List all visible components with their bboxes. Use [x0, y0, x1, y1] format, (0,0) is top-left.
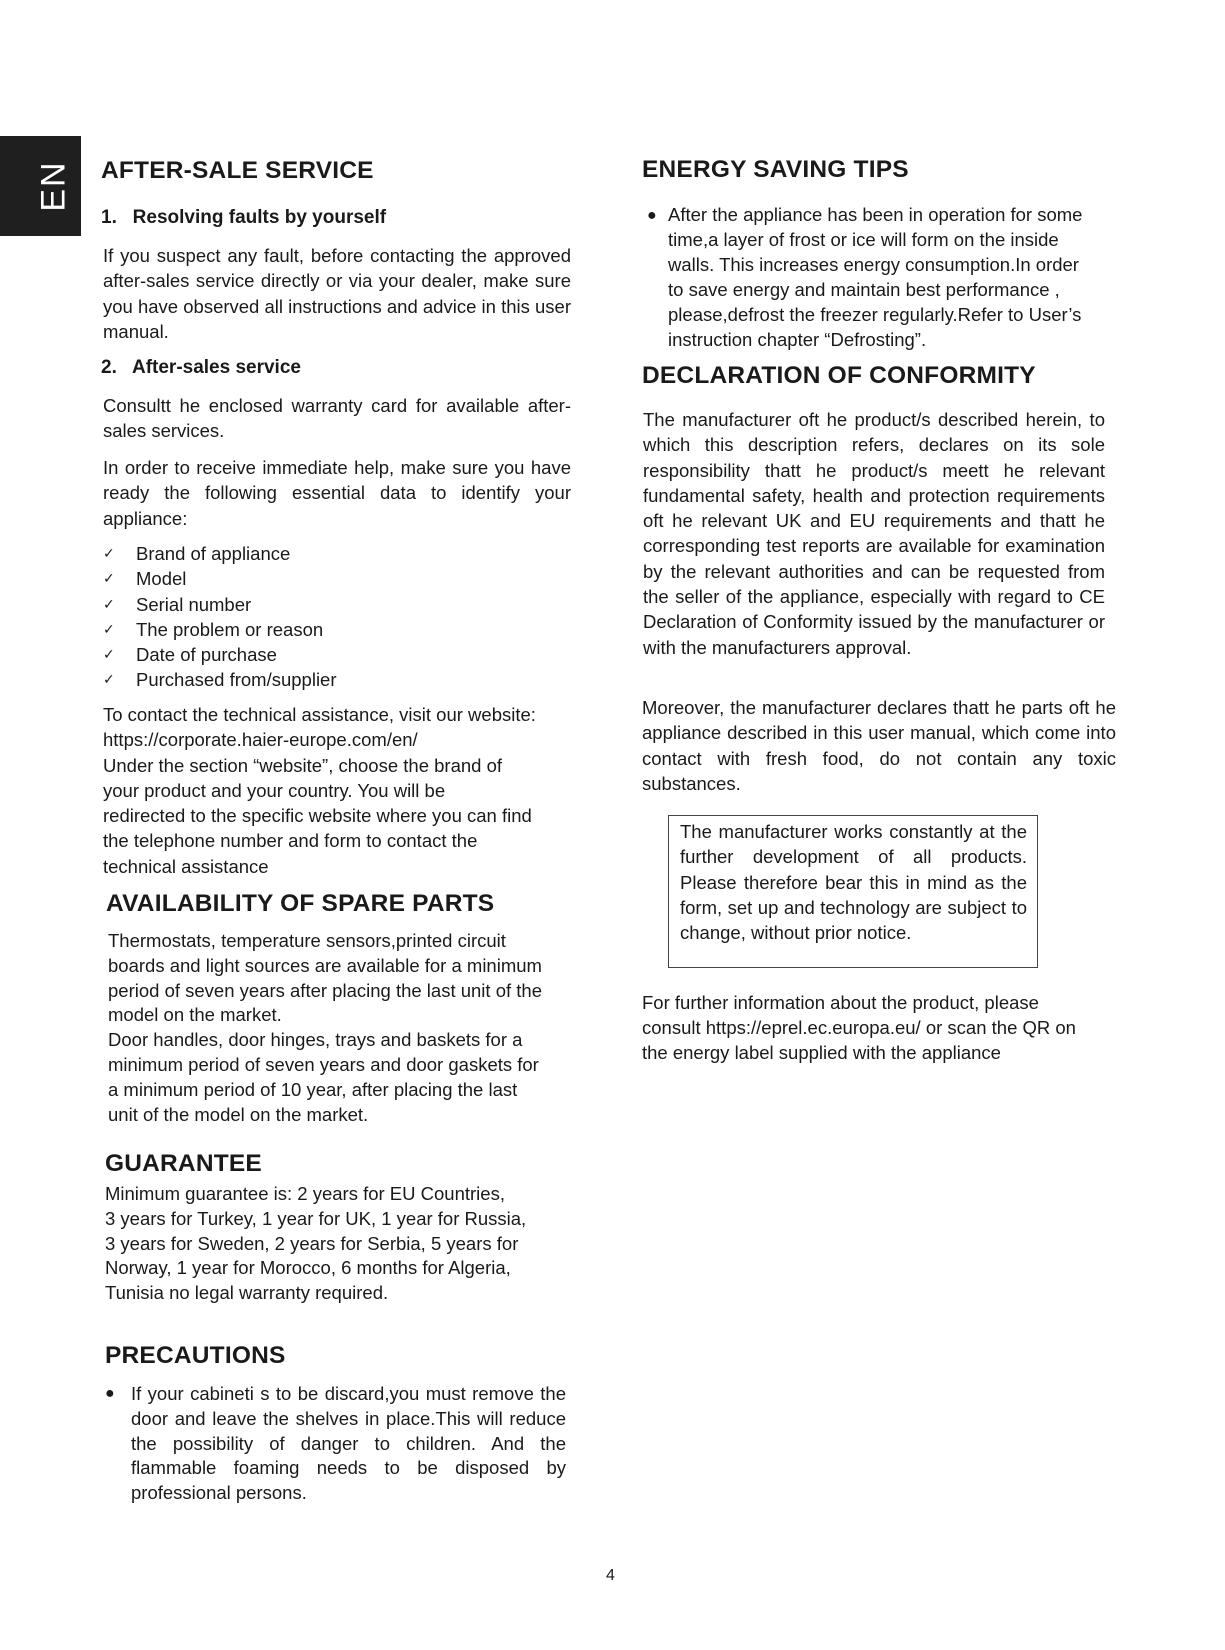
- resolving-faults-heading: 1. Resolving faults by yourself: [101, 207, 387, 228]
- food-contact-text: Moreover, the manufacturer declares thatt he parts oft he appliance described in this user manual, which come into contact with fresh food, do not contain any toxic substances.: [642, 697, 1116, 794]
- technical-assistance-text: To contact the technical assistance, visit our website: https://corporate.haier-europe.com/en/ Under the section “website”, choose the brand of your product and your country. You will be redirected to the specific website where you can find the telephone number and form to contact the technical assistance: [103, 704, 536, 877]
- after-sales-heading: 2. After-sales service: [101, 357, 301, 378]
- language-tab-label: EN: [34, 160, 73, 212]
- precautions-title: PRECAUTIONS: [105, 1342, 286, 1369]
- notice-box: [668, 815, 1038, 968]
- appliance-data-checklist: [103, 541, 563, 693]
- page-number: 4: [606, 1567, 615, 1584]
- conformity-title: DECLARATION OF CONFORMITY: [642, 362, 1036, 389]
- checkmark-icon: ✓: [103, 595, 115, 612]
- list-item: ✓ Serial number: [103, 592, 563, 617]
- list-item: ✓ Purchased from/supplier: [103, 667, 563, 692]
- warranty-card-text: Consultt he enclosed warranty card for available after-sales services.: [103, 395, 571, 442]
- checkmark-icon: ✓: [103, 620, 115, 637]
- list-item: ✓ Brand of appliance: [103, 541, 563, 566]
- guarantee-text: Minimum guarantee is: 2 years for EU Countries, 3 years for Turkey, 1 year for UK, 1 year for Russia, 3 years for Sweden, 2 years for Serbia, 5 years for Norway, 1 year for Morocco, 6 months for Algeria, Tunisia no legal warranty required.: [105, 1183, 527, 1304]
- notice-text: The manufacturer works constantly at the further development of all products. Please therefore bear this in mind as the form, set up and technology are subject to change, without prior notice.: [680, 821, 1027, 944]
- checkmark-icon: ✓: [103, 671, 115, 688]
- list-item: ✓ The problem or reason: [103, 617, 563, 642]
- guarantee-title: GUARANTEE: [105, 1150, 262, 1177]
- checkmark-icon: ✓: [103, 545, 115, 561]
- conformity-text: The manufacturer oft he product/s described herein, to which this description refers, declares on its sole responsibility thatt he product/s meett he relevant fundamental safety, health and protection requirements oft he relevant UK and EU requirements and thatt he corresponding test reports are available for examination by the relevant authorities and can be requested from the seller of the appliance, especially with regard to CE Declaration of Conformity issued by the manufacturer or with the manufacturers approval.: [643, 409, 1105, 658]
- energy-tips-title: ENERGY SAVING TIPS: [642, 156, 909, 183]
- energy-tips-text: After the appliance has been in operation for some time,a layer of frost or ice will form on the inside walls. This increases energy consumption.In order to save energy and maintain best performance , please,defrost the freezer regularly.Refer to User’s instruction chapter “Defrosting”.: [668, 204, 1083, 350]
- checkmark-icon: ✓: [103, 646, 115, 663]
- checkmark-icon: ✓: [103, 570, 115, 587]
- essential-data-text: In order to receive immediate help, make sure you have ready the following essential data to identify your appliance:: [103, 457, 571, 529]
- language-tab: [0, 136, 81, 236]
- resolving-faults-text: If you suspect any fault, before contacting the approved after-sales service directly or via your dealer, make sure you have observed all instructions and advice in this user manual.: [103, 245, 571, 342]
- further-info-text: For further information about the product, please consult https://eprel.ec.europa.eu/ or scan the QR on the energy label supplied with the appliance: [642, 992, 1076, 1063]
- list-item: ✓ Date of purchase: [103, 642, 563, 667]
- bullet-icon: ●: [105, 1385, 115, 1402]
- bullet-icon: ●: [647, 207, 657, 224]
- spare-parts-title: AVAILABILITY OF SPARE PARTS: [106, 890, 495, 917]
- spare-parts-text: Thermostats, temperature sensors,printed circuit boards and light sources are available for a minimum period of seven years after placing the last unit of the model on the market. Door handles, door hinges, trays and baskets for a minimum period of seven years and door gaskets for a minimum period of 10 year, after placing the last unit of the model on the market.: [108, 930, 542, 1125]
- list-item: ✓ Model: [103, 566, 563, 591]
- precautions-text: If your cabineti s to be discard,you must remove the door and leave the shelves in place.This will reduce the possibility of danger to children. And the flammable foaming needs to be disposed by professional persons.: [131, 1383, 566, 1504]
- after-sale-title: AFTER-SALE SERVICE: [101, 157, 374, 184]
